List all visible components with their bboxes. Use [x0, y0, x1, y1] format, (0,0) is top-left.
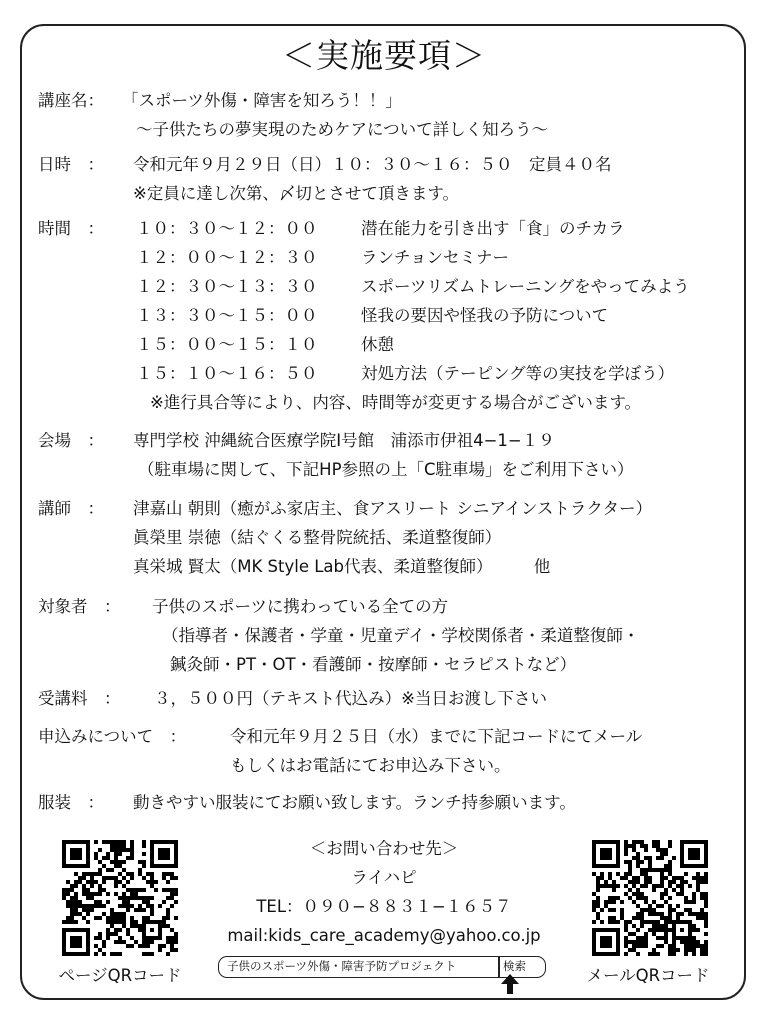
dress-label: 服装 ： [38, 793, 104, 812]
fee-value: ３，５００円（テキスト代込み）※当日お渡し下さい [154, 689, 547, 708]
contact-block [198, 834, 570, 950]
course-subtitle: 〜子供たちの夢実現のためケアについて詳しく知ろう〜 [136, 120, 549, 139]
search-button[interactable]: 検索 [503, 959, 526, 973]
audience-value: 子供のスポーツに携わっている全ての方 [152, 597, 449, 616]
schedule-activity: 休憩 [361, 335, 394, 354]
schedule-time: １５：００〜１５：１０ [136, 335, 318, 354]
search-query[interactable]: 子供のスポーツ外傷・障害予防プロジェクト [227, 959, 457, 973]
instructor-name: 真栄城 賢太（MK Style Lab代表、柔道整復師） 他 [133, 557, 551, 576]
schedule-note: ※進行具合等により、内容、時間等が変更する場合がございます。 [150, 393, 642, 412]
instructors-label: 講師 ： [38, 499, 104, 518]
course-name: 「スポーツ外傷・障害を知ろう！！」 [122, 91, 402, 110]
schedule-activity: ランチョンセミナー [361, 248, 510, 267]
datetime-label: 日時 ： [38, 155, 104, 174]
search-divider [498, 957, 500, 977]
search-bar [218, 956, 546, 978]
dress-value: 動きやすい服装にてお願い致します。ランチ持参願います。 [133, 793, 576, 812]
application-label: 申込みについて ： [38, 727, 187, 746]
audience-label: 対象者 ： [38, 597, 121, 616]
application-value: 令和元年９月２５日（水）までに下記コードにてメール [230, 727, 643, 746]
contact-org: ライハピ [351, 868, 417, 887]
schedule-activity: 潜在能力を引き出す「食」のチカラ [361, 219, 625, 238]
venue-value: 専門学校 沖縄統合医療学院Ⅰ号館 浦添市伊祖4−1−１９ [133, 431, 555, 450]
page-title: ＜実施要項＞ [282, 36, 486, 75]
schedule-time: １５：１０〜１６：５０ [136, 364, 318, 383]
schedule-time: １２：００〜１２：３０ [136, 248, 318, 267]
contact-mail: mail:kids_care_academy@yahoo.co.jp [227, 926, 541, 945]
venue-note: （駐車場に関して、下記HP参照の上「C駐車場」をご利用下さい） [138, 460, 634, 479]
audience-detail: 鍼灸師・PT・OT・看護師・按摩師・セラピストなど） [170, 655, 577, 674]
schedule-time: １３：３０〜１５：００ [136, 306, 318, 325]
application-value: もしくはお電話にてお申込み下さい。 [230, 756, 511, 775]
datetime-note: ※定員に達し次第、〆切とさせて頂きます。 [133, 184, 460, 203]
contact-tel: TEL：０９０−８８３１−１６５７ [256, 897, 512, 916]
schedule-activity: スポーツリズムトレーニングをやってみよう [361, 277, 690, 296]
qr-page-label: ページQRコード [58, 966, 182, 985]
instructor-name: 眞榮里 崇徳（結ぐくる整骨院統括、柔道整復師） [133, 528, 502, 547]
contact-heading: ＜お問い合わせ先＞ [309, 839, 459, 858]
qr-mail-label: メールQRコード [586, 966, 710, 985]
schedule-activity: 対処方法（テーピング等の実技を学ぼう） [361, 364, 675, 383]
instructor-name: 津嘉山 朝則（癒がふ家店主、食アスリート シニアインストラクター） [133, 499, 653, 518]
qr-code-page-icon[interactable] [62, 840, 178, 956]
course-label: 講座名： [38, 91, 104, 110]
qr-code-mail-icon[interactable] [592, 840, 708, 956]
schedule-time: １０：３０〜１２：００ [136, 219, 318, 238]
venue-label: 会場 ： [38, 431, 104, 450]
fee-label: 受講料 ： [38, 689, 121, 708]
schedule-time: １２：３０〜１３：３０ [136, 277, 318, 296]
datetime-value: 令和元年９月２９日（日）１０：３０〜１６：５０ 定員４０名 [133, 155, 612, 174]
audience-detail: （指導者・保護者・学童・児童デイ・学校関係者・柔道整復師・ [162, 626, 640, 645]
schedule-label: 時間 ： [38, 219, 104, 238]
arrow-up-icon [501, 974, 519, 998]
schedule-activity: 怪我の要因や怪我の予防について [361, 306, 609, 325]
